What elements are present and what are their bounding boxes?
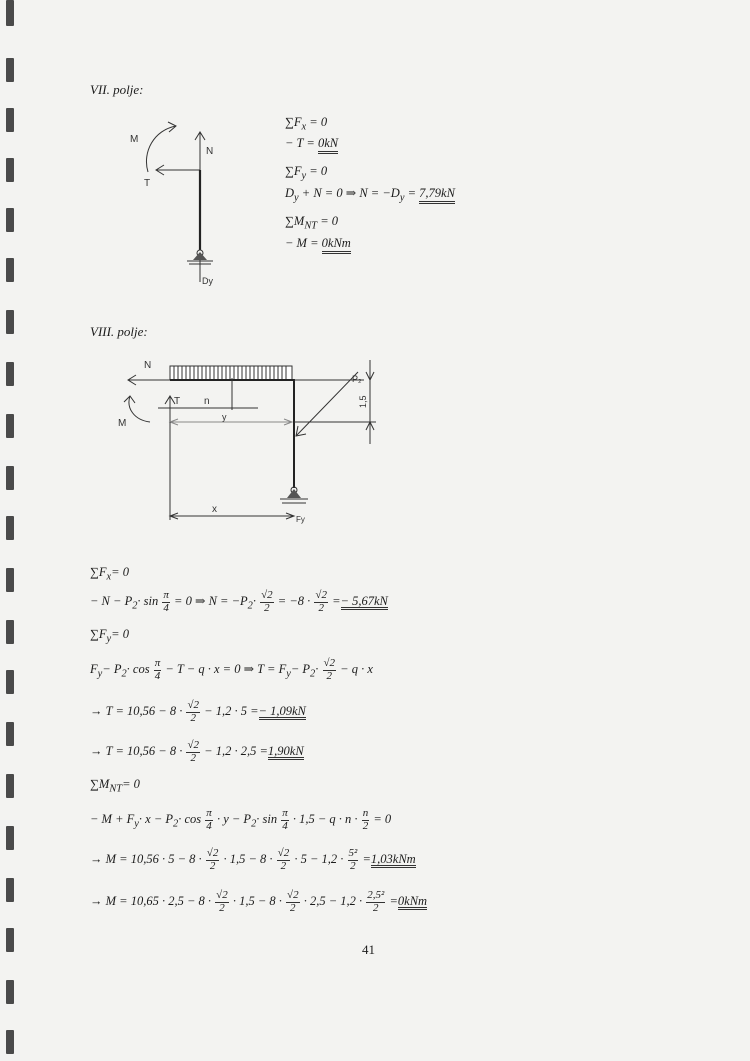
- binder-hole: [6, 722, 14, 746]
- eq-sum-fy: $\sum F_y = 0$: [285, 164, 328, 182]
- shear-label: T: [174, 396, 181, 407]
- eq-viii-m-value-1: → M = 10,56 · 5 − 8 · $\frac{√2}{2}$ · 1,5 − 8 · $\frac{√2}{2}$ · 5 − 1,2 · $\frac{\text{5²}}{2}$ =1,03kNm: [90, 847, 416, 872]
- binder-hole: [6, 310, 14, 334]
- section-viii-free-body-diagram: [110, 352, 390, 532]
- binder-hole: [6, 670, 14, 694]
- eq-viii-n-result: − $N - P_2\cdot \sin$ $\frac{\pi}{4}$ = 0 ⇒ $N = -P_2\cdot$ $\frac{√2}{2}$ = −8 · $\frac{√2}{2}$ =− 5,67kN: [90, 589, 388, 614]
- moment-label: M: [130, 134, 139, 145]
- binder-hole: [6, 980, 14, 1004]
- eq-viii-sum-fx: $\sum F_x= 0$: [90, 565, 129, 583]
- binder-hole: [6, 466, 14, 490]
- binder-hole: [6, 878, 14, 902]
- x-label: x: [212, 504, 217, 515]
- binder-hole: [6, 108, 14, 132]
- binder-hole: [6, 826, 14, 850]
- section-vii-title: VII. polje:: [90, 82, 144, 97]
- moment-arrow: [129, 396, 150, 422]
- eq-viii-m-formula: − $M + F_y\cdot x - P_2\cdot \cos$ $\frac{\pi}{4}$ · $y - P_2\cdot \sin$ $\frac{\pi}{4}$ · 1,5 − q · n · $\frac{n}{2}$ = 0: [90, 807, 392, 832]
- axial-label: N: [206, 146, 214, 157]
- height-label: 1,5: [358, 395, 368, 408]
- eq-sum-m: $\sum M_{NT} = 0$: [285, 214, 338, 232]
- binder-hole: [6, 362, 14, 386]
- axial-label: N: [144, 360, 152, 371]
- page-number: 41: [362, 942, 375, 957]
- binder-hole: [6, 928, 14, 952]
- eq-n-result: $D_y + N = 0$ ⇒ $N = -D_y = 7,79kN$: [285, 186, 455, 204]
- binder-hole: [6, 620, 14, 644]
- binder-hole: [6, 1030, 14, 1054]
- eq-viii-sum-fy: $\sum F_y= 0$: [90, 627, 129, 645]
- eq-viii-t-value-2: → T = 10,56 − 8 · $\frac{√2}{2}$ − 1,2 · 2,5 =1,90kN: [90, 739, 304, 764]
- binder-hole: [6, 258, 14, 282]
- load-label: P₂: [352, 374, 362, 384]
- binder-hole: [6, 774, 14, 798]
- section-vii-free-body-diagram: [120, 112, 240, 292]
- eq-t-result: − T = 0kN: [285, 137, 338, 150]
- binder-hole: [6, 208, 14, 232]
- binder-hole: [6, 568, 14, 592]
- section-viii-title: VIII. polje:: [90, 324, 148, 339]
- eq-viii-t-value-1: → T = 10,56 − 8 · $\frac{√2}{2}$ − 1,2 · 5 =− 1,09kN: [90, 699, 306, 724]
- n-label: n: [204, 396, 210, 407]
- binder-hole: [6, 58, 14, 82]
- eq-viii-m-value-2: → M = 10,65 · 2,5 − 8 · $\frac{√2}{2}$ · 1,5 − 8 · $\frac{√2}{2}$ · 2,5 − 1,2 · $\frac{\text{2,5²}}{2}$ =0kNm: [90, 889, 428, 914]
- binder-hole: [6, 0, 14, 26]
- support-triangle: [193, 252, 207, 260]
- reaction-label: Fy: [296, 515, 305, 524]
- moment-arrow: [146, 126, 176, 172]
- eq-viii-sum-m: $\sum M_{NT}= 0$: [90, 777, 140, 795]
- binder-hole: [6, 414, 14, 438]
- shear-label: T: [144, 178, 151, 189]
- moment-label: M: [118, 418, 127, 429]
- y-label: y: [222, 412, 227, 422]
- eq-sum-fx: $\sum F_x = 0$: [285, 115, 328, 133]
- eq-viii-t-formula: $F_y- P_2\cdot \cos$ $\frac{\pi}{4}$ − T − q · x = 0 ⇒ $T = F_y- P_2\cdot$ $\frac{√2}{2}$ − q · x: [90, 657, 373, 682]
- inclined-load-p2: [296, 372, 358, 436]
- reaction-label: Dy: [202, 276, 213, 286]
- binder-hole: [6, 158, 14, 182]
- support-triangle: [287, 489, 301, 498]
- eq-m-result: − M = 0kNm: [285, 237, 351, 250]
- binder-hole: [6, 516, 14, 540]
